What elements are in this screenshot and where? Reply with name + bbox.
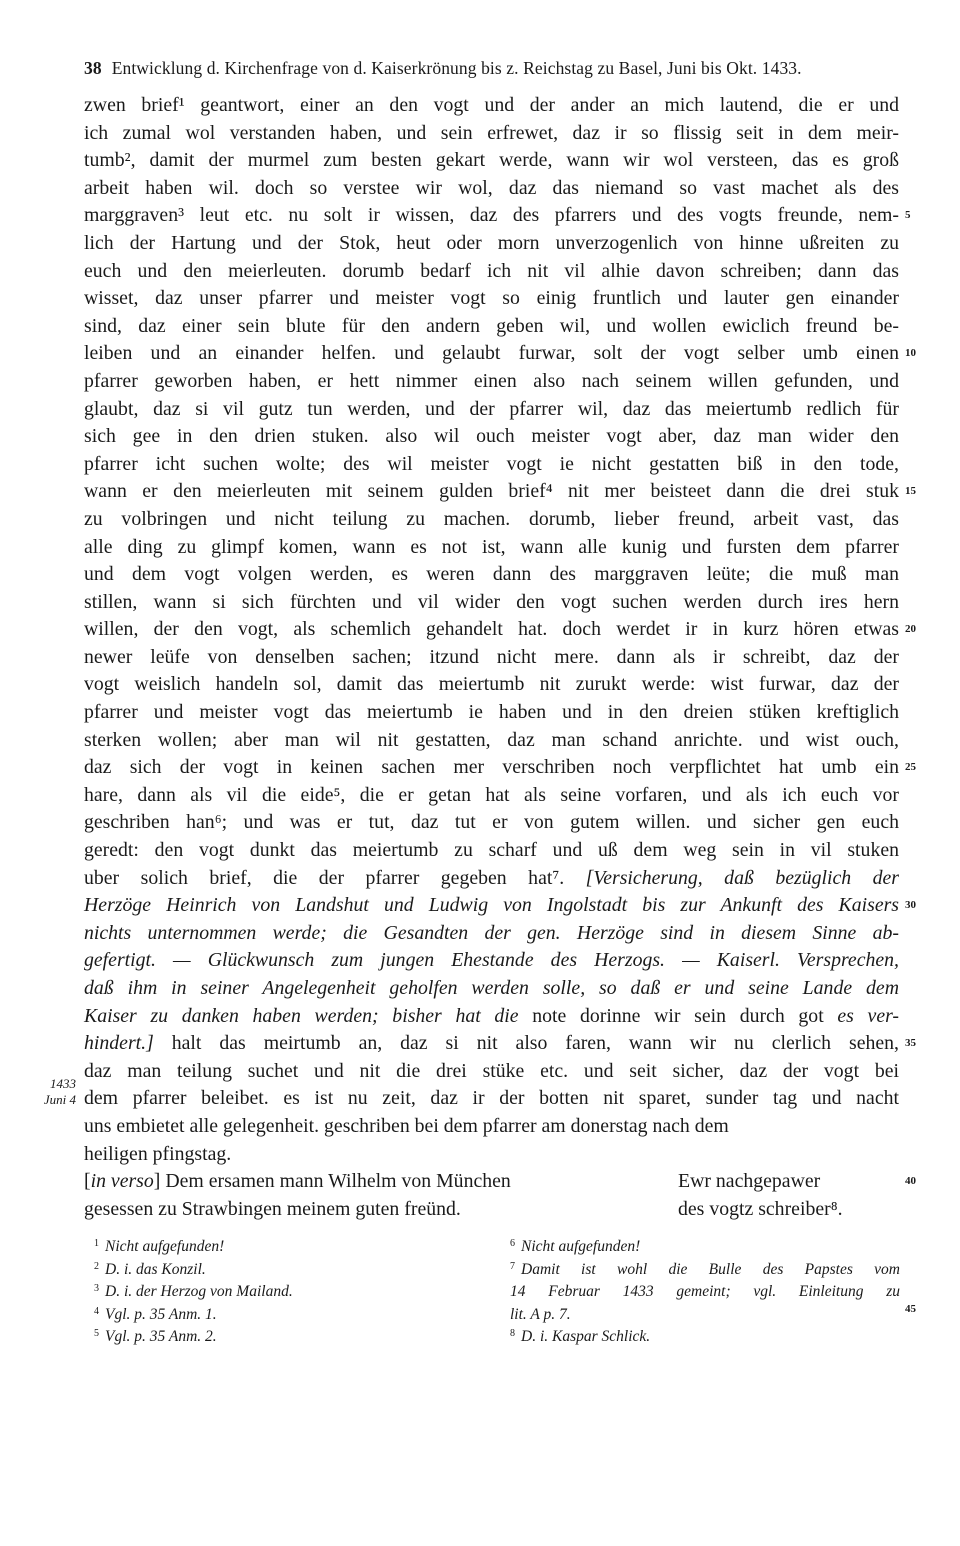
address-text-2: gesessen zu Strawbingen meinem guten freünd. [84,1197,461,1220]
footnote-mark: 5 [94,1328,99,1339]
text-line [84,340,916,368]
footnote-mark: 8 [510,1328,515,1339]
text-line [84,589,899,617]
footnote [94,1323,414,1346]
letter-body [84,92,916,1223]
line-text: pfarrer icht suchen wolte; des wil meister vogt ie nicht gestatten biß in den tode, [84,452,899,475]
line-text: sind, daz einer sein blute für den andern geben wil, und wollen ewiclich freund be- [84,314,899,337]
line-text: euch und den meierleuten. dorumb bedarf ich nit vil alhie davon schreiben; dann das [84,259,899,282]
line-text: glaubt, daz si vil gutz tun werden, und der pfarrer wil, daz das meiertumb redlich für [84,397,899,420]
line-text: sterken wollen; aber man wil nit gestatten, daz man schand anrichte. und wist ouch, [84,728,899,751]
line-text: stillen, wann si sich fürchten und vil wider den vogt suchen werden durch ires hern [84,590,899,613]
footnote [510,1233,900,1256]
footnote [94,1233,414,1256]
line-text: willen, der den vogt, als schemlich gehandelt hat. doch werdet ir in kurz hören etwas [84,618,899,641]
footnotes-left [94,1233,414,1346]
line-text: hare, dann als vil die eide⁵, die er getan hat als seine vorfaren, und als ich euch vor [84,783,899,806]
signature-line-2: des vogtz schreiber⁸. [678,1197,843,1220]
text-line [84,1058,899,1086]
address-line-2 [84,1196,899,1224]
line-text: newer leüfe von denselben sachen; itzund nicht mere. dann als ir schreibt, daz der [84,645,899,668]
footnote-text: Vgl. p. 35 Anm. 1. [105,1305,217,1323]
line-text: dem pfarrer beleibet. es ist nu zeit, daz ir der botten nit sparet, sunder tag und nacht [84,1087,899,1110]
footnote-text: D. i. das Konzil. [105,1260,206,1278]
footnote [510,1301,900,1324]
footnote [94,1256,414,1279]
text-line [84,837,899,865]
footnote-mark: 1 [94,1238,99,1249]
line-text: zu volbringen und nicht teilung zu machen. dorumb, lieber freund, arbeit vast, das [84,507,899,530]
footnote [94,1278,414,1301]
footnote-mark: 6 [510,1238,515,1249]
footnote-line-number: 45 [905,1303,916,1315]
line-text: geschriben han⁶; und was er tut, daz tut er von gutem willen. und sicher gen euch [84,811,899,834]
text-line [84,616,916,644]
line-text: nichts unternommen werde; die Gesandten der gen. Herzöge sind in diesem Sinne ab- [84,921,899,944]
line-text: geredt: den vogt dunkt das meiertumb zu scharf und uß dem weg sein in vil stuken [84,839,899,862]
text-line [84,1030,916,1058]
address-line-1 [84,1168,916,1196]
footnote-mark: 4 [94,1305,99,1317]
text-line [84,147,899,175]
line-text: vogt weislich handeln sol, damit das meiertumb nit zurukt werde: wist furwar, daz der [84,673,899,696]
footnote-text: D. i. Kaspar Schlick. [521,1328,651,1345]
text-line [84,1003,899,1031]
line-text: Herzöge Heinrich von Landshut und Ludwig von Ingolstadt bis zur Ankunft des Kaisers [84,894,899,917]
line-text: heiligen pfingstag. [84,1142,232,1165]
footnote-text: Nicht aufgefunden! [521,1238,641,1255]
text-line [84,258,899,286]
text-line [84,561,899,589]
line-text: hindert.] halt das meirtumb an, daz si nit also faren, wann wir nu clerlich sehen, [84,1032,899,1055]
line-number: 15 [905,485,916,498]
text-line [84,120,899,148]
text-line [84,313,899,341]
line-text: wisset, daz unser pfarrer und meister vogt so einig fruntlich und lauter gen einander [84,287,899,310]
text-line [84,920,899,948]
address-note: [in verso] [84,1170,161,1193]
footnote-mark: 2 [94,1260,99,1272]
text-line [84,92,899,120]
margin-year: 1433 [50,1076,76,1091]
line-text: lich der Hartung und der Stok, heut oder morn unverzogenlich von hinne ußreiten zu [84,231,899,254]
signature-line-1: Ewr nachgepawer [678,1170,821,1193]
line-text: arbeit haben wil. doch so verstee wir wol, daz das niemand so vast machet als des [84,176,899,199]
text-line [84,230,899,258]
line-text: pfarrer und meister vogt das meiertumb ie haben und in den dreien stüken kreftiglich [84,701,899,724]
text-line [84,754,916,782]
footnote-mark: 7 [510,1260,515,1272]
footnote-text: Nicht aufgefunden! [105,1238,225,1255]
text-line [84,892,916,920]
text-line [84,451,899,479]
margin-day: Juni 4 [43,1092,76,1107]
text-line [84,368,899,396]
line-text: sich gee in den drien stuken. also wil ouch meister vogt aber, daz man wider den [84,425,899,448]
margin-date-note [26,1076,76,1108]
line-text: gefertigt. — Glückwunsch zum jungen Ehestande des Herzogs. — Kaiserl. Versprechen, [84,949,899,972]
text-line [84,175,899,203]
line-text: tumb², damit der murmel zum besten gekart werde, wann wir wol versteen, das es groß [84,149,899,172]
text-line [84,423,899,451]
text-line [84,1085,899,1113]
line-number: 35 [905,1037,916,1050]
footnote-text: D. i. der Herzog von Mailand. [105,1283,293,1300]
footnotes-right [510,1233,900,1346]
line-number: 5 [905,209,911,222]
text-line [84,671,899,699]
line-text: uber solich brief, die der pfarrer gegeben hat⁷. [Versicherung, daß bezüglich der [84,866,899,889]
line-text: Kaiser zu danken haben werden; bisher hat die note dorinne wir sein durch got es ver- [84,1004,899,1027]
text-line [84,809,899,837]
text-line [84,947,899,975]
footnote [510,1323,900,1346]
line-text: daz sich der vogt in keinen sachen mer verschriben noch verpflichtet hat umb ein [84,756,899,779]
footnote [510,1278,900,1301]
line-number: 10 [905,347,916,360]
footnote [510,1256,900,1279]
text-line [84,478,916,506]
line-number-40: 40 [905,1175,916,1188]
address-text-1: Dem ersamen mann Wilhelm von München [165,1170,511,1193]
footnote-text: lit. A p. 7. [510,1305,571,1323]
line-text: und dem vogt volgen werden, es weren dann des marggraven leüte; die muß man [84,563,899,586]
line-text: zwen brief¹ geantwort, einer an den vogt und der ander an mich lautend, die er und [84,94,899,116]
text-line [84,699,899,727]
line-text: alle ding zu glimpf komen, wann es not ist, wann alle kunig und fursten dem pfarrer [84,535,899,558]
text-line [84,534,899,562]
line-text: daz man teilung suchet und nit die drei stüke etc. und seit sicher, daz der vogt bei [84,1059,899,1082]
footnote [94,1301,414,1324]
footnote-text: Damit ist wohl die Bulle des Papstes vom [521,1260,900,1278]
text-line [84,1113,899,1141]
text-line [84,727,899,755]
line-text: leiben und an einander helfen. und gelaubt furwar, solt der vogt selber umb einen [84,342,899,365]
text-line [84,782,899,810]
line-text: pfarrer geworben haben, er hett nimmer einen also nach seinem willen gefunden, und [84,369,899,392]
text-line [84,644,899,672]
footnote-text: 14 Februar 1433 gemeint; vgl. Einleitung zu [510,1283,900,1300]
text-line [84,865,899,893]
line-text: uns embietet alle gelegenheit. geschriben bei dem pfarrer am donerstag nach dem [84,1114,729,1137]
footnote-text: Vgl. p. 35 Anm. 2. [105,1328,217,1345]
line-text: marggraven³ leut etc. nu solt ir wissen, daz des pfarrers und des vogts freunde, nem- [84,204,899,227]
line-text: ich zumal wol verstanden haben, und sein erfrewet, daz ir so flissig seit in dem meir- [84,121,899,144]
text-lines [84,92,916,1168]
running-title: Entwicklung d. Kirchenfrage von d. Kaiserkrönung bis z. Reichstag zu Basel, Juni bis Okt. 1433. [111,58,802,78]
footnote-mark: 3 [94,1283,99,1294]
running-header [84,58,884,79]
line-number: 20 [905,623,916,636]
line-number: 30 [905,899,916,912]
text-line [84,506,899,534]
page-number: 38 [84,58,102,78]
text-line [84,285,899,313]
text-line [84,202,911,230]
line-text: daß ihm in seiner Angelegenheit geholfen werden solle, so daß er und seine Lande dem [84,977,899,999]
text-line [84,396,899,424]
line-text: wann er den meierleuten mit seinem gulden brief⁴ nit mer beisteet dann die drei stuk [84,480,899,503]
text-line [84,975,899,1003]
line-number: 25 [905,761,916,774]
text-line [84,1141,899,1169]
